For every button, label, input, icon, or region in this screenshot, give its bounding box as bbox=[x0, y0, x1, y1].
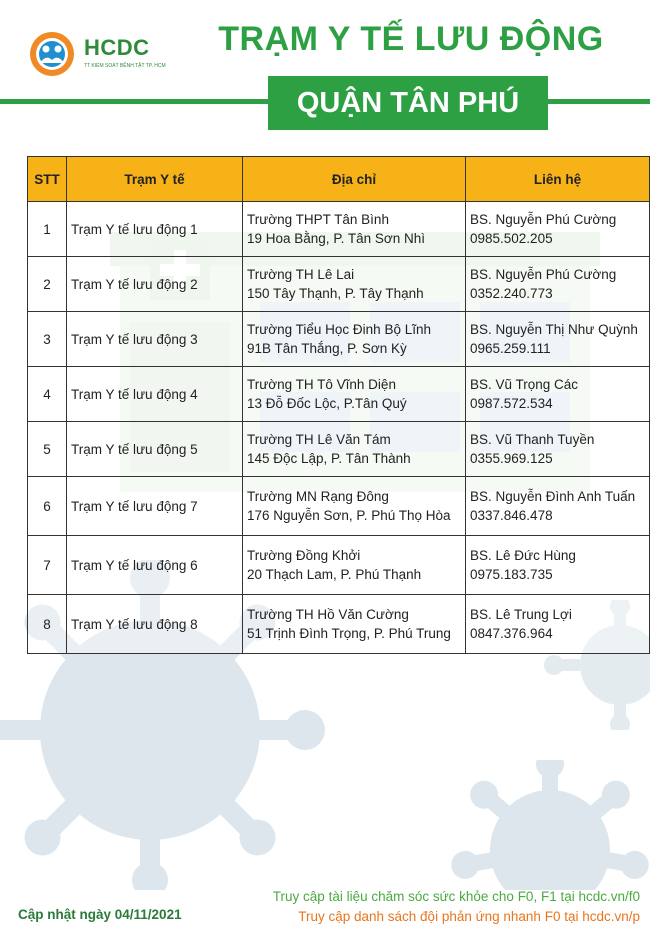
row-address bbox=[243, 367, 466, 422]
header-address: Địa chỉ bbox=[243, 157, 466, 202]
contact-name: BS. Nguyễn Thị Như Quỳnh bbox=[470, 322, 638, 337]
row-contact bbox=[466, 595, 650, 654]
table-row bbox=[28, 312, 650, 367]
contact-phone: 0355.969.125 bbox=[470, 451, 553, 466]
address-street: 13 Đỗ Đốc Lộc, P.Tân Quý bbox=[247, 396, 407, 411]
row-stt: 1 bbox=[28, 202, 67, 257]
row-station: Trạm Y tế lưu động 4 bbox=[67, 367, 243, 422]
table-row bbox=[28, 202, 650, 257]
address-school: Trường THPT Tân Bình bbox=[247, 212, 389, 227]
row-station: Trạm Y tế lưu động 5 bbox=[67, 422, 243, 477]
address-school: Trường TH Lê Lai bbox=[247, 267, 355, 282]
address-street: 91B Tân Thắng, P. Sơn Kỳ bbox=[247, 341, 407, 356]
row-stt: 4 bbox=[28, 367, 67, 422]
row-stt: 7 bbox=[28, 536, 67, 595]
row-address bbox=[243, 536, 466, 595]
contact-phone: 0985.502.205 bbox=[470, 231, 553, 246]
subtitle-box bbox=[268, 76, 548, 130]
table-row bbox=[28, 536, 650, 595]
address-street: 150 Tây Thạnh, P. Tây Thạnh bbox=[247, 286, 424, 301]
contact-phone: 0965.259.111 bbox=[470, 341, 551, 356]
contact-name: BS. Vũ Trọng Các bbox=[470, 377, 579, 392]
row-stt: 8 bbox=[28, 595, 67, 654]
updated-date: Cập nhật ngày 04/11/2021 bbox=[18, 907, 182, 922]
row-contact bbox=[466, 257, 650, 312]
row-address bbox=[243, 595, 466, 654]
row-address bbox=[243, 477, 466, 536]
row-contact bbox=[466, 536, 650, 595]
row-station: Trạm Y tế lưu động 1 bbox=[67, 202, 243, 257]
table-row bbox=[28, 367, 650, 422]
address-street: 176 Nguyễn Sơn, P. Phú Thọ Hòa bbox=[247, 508, 451, 523]
logo-name: HCDC bbox=[84, 35, 150, 60]
row-station: Trạm Y tế lưu động 3 bbox=[67, 312, 243, 367]
row-address bbox=[243, 422, 466, 477]
row-address bbox=[243, 202, 466, 257]
address-school: Trường TH Lê Văn Tám bbox=[247, 432, 391, 447]
address-school: Trường TH Hồ Văn Cường bbox=[247, 607, 409, 622]
mobile-stations-table bbox=[27, 156, 650, 654]
row-contact bbox=[466, 422, 650, 477]
contact-name: BS. Lê Trung Lợi bbox=[470, 607, 572, 622]
virus-decoration-small bbox=[440, 760, 650, 890]
hcdc-logo bbox=[28, 30, 168, 80]
table-header-row bbox=[28, 157, 650, 202]
address-street: 20 Thạch Lam, P. Phú Thạnh bbox=[247, 567, 422, 582]
row-contact bbox=[466, 312, 650, 367]
address-street: 19 Hoa Bằng, P. Tân Sơn Nhì bbox=[247, 231, 425, 246]
address-school: Trường Tiểu Học Đinh Bộ Lĩnh bbox=[247, 322, 431, 337]
contact-name: BS. Nguyễn Phú Cường bbox=[470, 267, 617, 282]
contact-name: BS. Vũ Thanh Tuyền bbox=[470, 432, 595, 447]
header-station: Trạm Y tế bbox=[67, 157, 243, 202]
hcdc-emblem-icon bbox=[28, 30, 76, 78]
contact-phone: 0352.240.773 bbox=[470, 286, 553, 301]
row-station: Trạm Y tế lưu động 6 bbox=[67, 536, 243, 595]
contact-name: BS. Lê Đức Hùng bbox=[470, 548, 576, 563]
row-stt: 2 bbox=[28, 257, 67, 312]
address-school: Trường MN Rạng Đông bbox=[247, 489, 389, 504]
contact-phone: 0337.846.478 bbox=[470, 508, 553, 523]
row-address bbox=[243, 257, 466, 312]
contact-phone: 0847.376.964 bbox=[470, 626, 553, 641]
row-contact bbox=[466, 367, 650, 422]
contact-name: BS. Nguyễn Đình Anh Tuấn bbox=[470, 489, 636, 504]
address-street: 51 Trịnh Đình Trọng, P. Phú Trung bbox=[247, 626, 451, 641]
row-stt: 6 bbox=[28, 477, 67, 536]
contact-name: BS. Nguyễn Phú Cường bbox=[470, 212, 617, 227]
row-stt: 3 bbox=[28, 312, 67, 367]
row-station: Trạm Y tế lưu động 7 bbox=[67, 477, 243, 536]
table-row bbox=[28, 257, 650, 312]
header-stt: STT bbox=[28, 157, 67, 202]
table-row bbox=[28, 595, 650, 654]
table-row bbox=[28, 422, 650, 477]
row-station: Trạm Y tế lưu động 2 bbox=[67, 257, 243, 312]
row-contact bbox=[466, 202, 650, 257]
table-row bbox=[28, 477, 650, 536]
address-school: Trường TH Tô Vĩnh Diện bbox=[247, 377, 396, 392]
row-stt: 5 bbox=[28, 422, 67, 477]
f0-docs-link[interactable]: Truy cập tài liệu chăm sóc sức khỏe cho F0, F1 tại hcdc.vn/f0 bbox=[272, 889, 640, 904]
page-title: TRẠM Y TẾ LƯU ĐỘNG bbox=[218, 20, 604, 58]
f0-team-link[interactable]: Truy cập danh sách đội phản ứng nhanh F0 tại hcdc.vn/p bbox=[298, 909, 640, 924]
row-station: Trạm Y tế lưu động 8 bbox=[67, 595, 243, 654]
logo-subtitle: TT KIỂM SOÁT BỆNH TẬT TP. HCM bbox=[84, 63, 166, 69]
address-street: 145 Độc Lập, P. Tân Thành bbox=[247, 451, 411, 466]
header-contact: Liên hệ bbox=[466, 157, 650, 202]
row-contact bbox=[466, 477, 650, 536]
address-school: Trường Đồng Khởi bbox=[247, 548, 361, 563]
row-address bbox=[243, 312, 466, 367]
contact-phone: 0987.572.534 bbox=[470, 396, 553, 411]
contact-phone: 0975.183.735 bbox=[470, 567, 553, 582]
page-subtitle: QUẬN TÂN PHÚ bbox=[296, 87, 520, 119]
